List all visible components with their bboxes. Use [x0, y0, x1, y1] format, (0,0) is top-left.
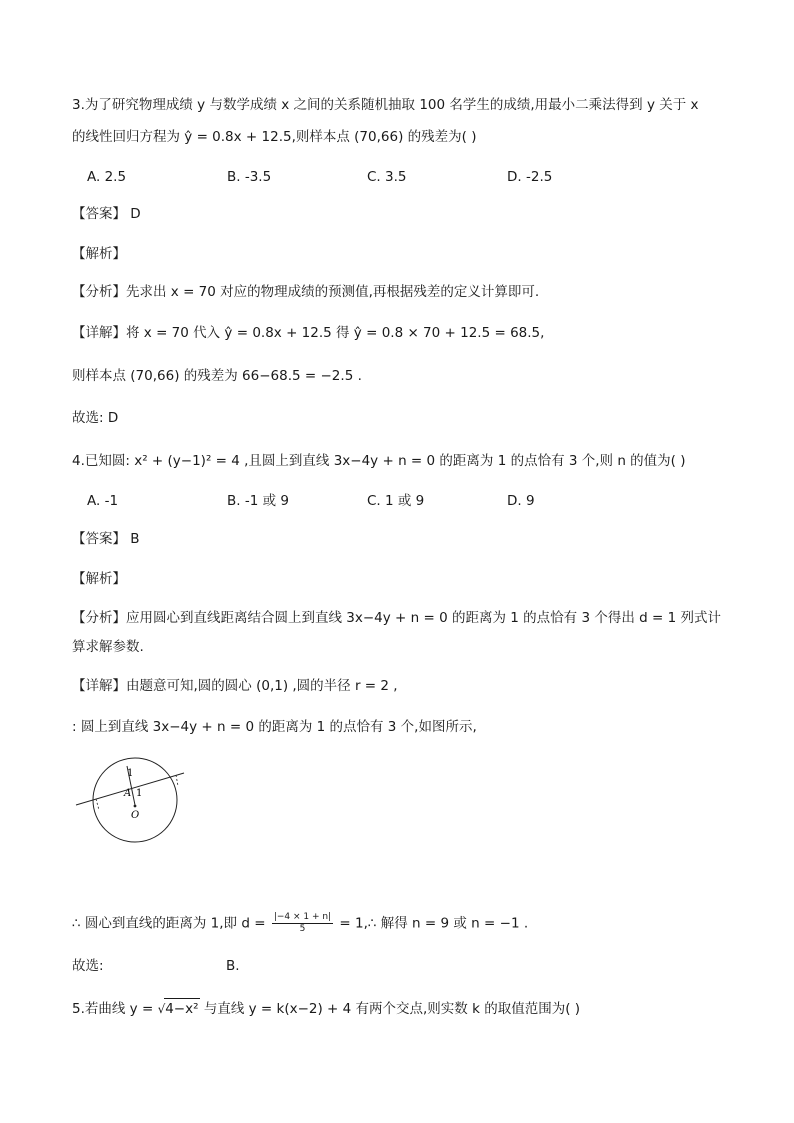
q3-option-a: A. 2.5	[87, 169, 127, 185]
circle-shape	[93, 758, 177, 842]
label-a: A	[124, 788, 132, 799]
q4-stem: 4.已知圆: x² + (y−1)² = 4 ,且圆上到直线 3x−4y + n = 0 的距离为 1 的点恰有 3 个,则 n 的值为( )	[72, 453, 686, 469]
q3-option-c: C. 3.5	[367, 169, 407, 185]
circle-line-figure	[72, 756, 192, 852]
q4-option-c: C. 1 或 9	[367, 493, 425, 509]
q3-choice: 故选: D	[72, 410, 119, 426]
q3-option-b: B. -3.5	[227, 169, 272, 185]
q3-analysis-heading: 【解析】	[72, 246, 126, 262]
q4-option-a: A. -1	[87, 493, 119, 509]
q3-answer: 【答案】 D	[72, 206, 141, 222]
label-o: O	[131, 810, 140, 821]
label-one-bottom: 1	[136, 788, 143, 799]
q4-choice-value: B.	[226, 958, 240, 974]
q4-analysis-heading: 【解析】	[72, 571, 126, 587]
dashed-tick-left	[96, 799, 99, 810]
q3-detail: 【详解】将 x = 70 代入 ŷ = 0.8x + 12.5 得 ŷ = 0.8 × 70 + 12.5 = 68.5,	[72, 325, 545, 341]
q3-detail-2: 则样本点 (70,66) 的残差为 66−68.5 = −2.5 .	[72, 368, 362, 384]
q5-stem-post: 与直线 y = k(x−2) + 4 有两个交点,则实数 k 的取值范围为( )	[203, 1001, 581, 1017]
q5-stem-pre: 5.若曲线 y =	[72, 1001, 154, 1017]
center-point	[134, 805, 137, 808]
q4-detail-line2: : 圆上到直线 3x−4y + n = 0 的距离为 1 的点恰有 3 个,如图所示,	[72, 719, 477, 735]
q4-answer: 【答案】 B	[72, 531, 140, 547]
q3-stem-line2: 的线性回归方程为 ŷ = 0.8x + 12.5,则样本点 (70,66) 的残差为( )	[72, 129, 477, 145]
q3-stem-line1: 3.为了研究物理成绩 y 与数学成绩 x 之间的关系随机抽取 100 名学生的成绩,用最小二乘法得到 y 关于 x	[72, 97, 699, 113]
fraction-numerator: |−4 × 1 + n|	[273, 912, 332, 922]
q4-distance-fraction	[272, 912, 333, 935]
q4-analysis-line1: 【分析】应用圆心到直线距离结合圆上到直线 3x−4y + n = 0 的距离为 1 的点恰有 3 个得出 d = 1 列式计	[72, 610, 721, 626]
q4-conclusion-pre: ∴ 圆心到直线的距离为 1,即 d =	[72, 915, 266, 932]
q4-choice-label: 故选:	[72, 958, 104, 974]
q5-stem	[72, 998, 580, 1019]
q3-option-d: D. -2.5	[507, 169, 553, 185]
q4-option-b: B. -1 或 9	[227, 493, 289, 509]
q4-analysis-line2: 算求解参数.	[72, 639, 144, 655]
q4-conclusion-post: = 1,∴ 解得 n = 9 或 n = −1 .	[339, 915, 529, 932]
sqrt-radical-icon: √	[157, 1002, 166, 1016]
q4-option-d: D. 9	[507, 493, 535, 509]
q4-conclusion	[72, 912, 528, 935]
q5-sqrt-radicand: 4−x²	[164, 998, 199, 1019]
q4-detail-line1: 【详解】由题意可知,圆的圆心 (0,1) ,圆的半径 r = 2 ,	[72, 678, 398, 694]
q3-analysis: 【分析】先求出 x = 70 对应的物理成绩的预测值,再根据残差的定义计算即可.	[72, 284, 540, 300]
dashed-tick-right	[176, 775, 178, 786]
label-one-top: 1	[127, 768, 134, 779]
fraction-denominator: 5	[299, 924, 306, 934]
